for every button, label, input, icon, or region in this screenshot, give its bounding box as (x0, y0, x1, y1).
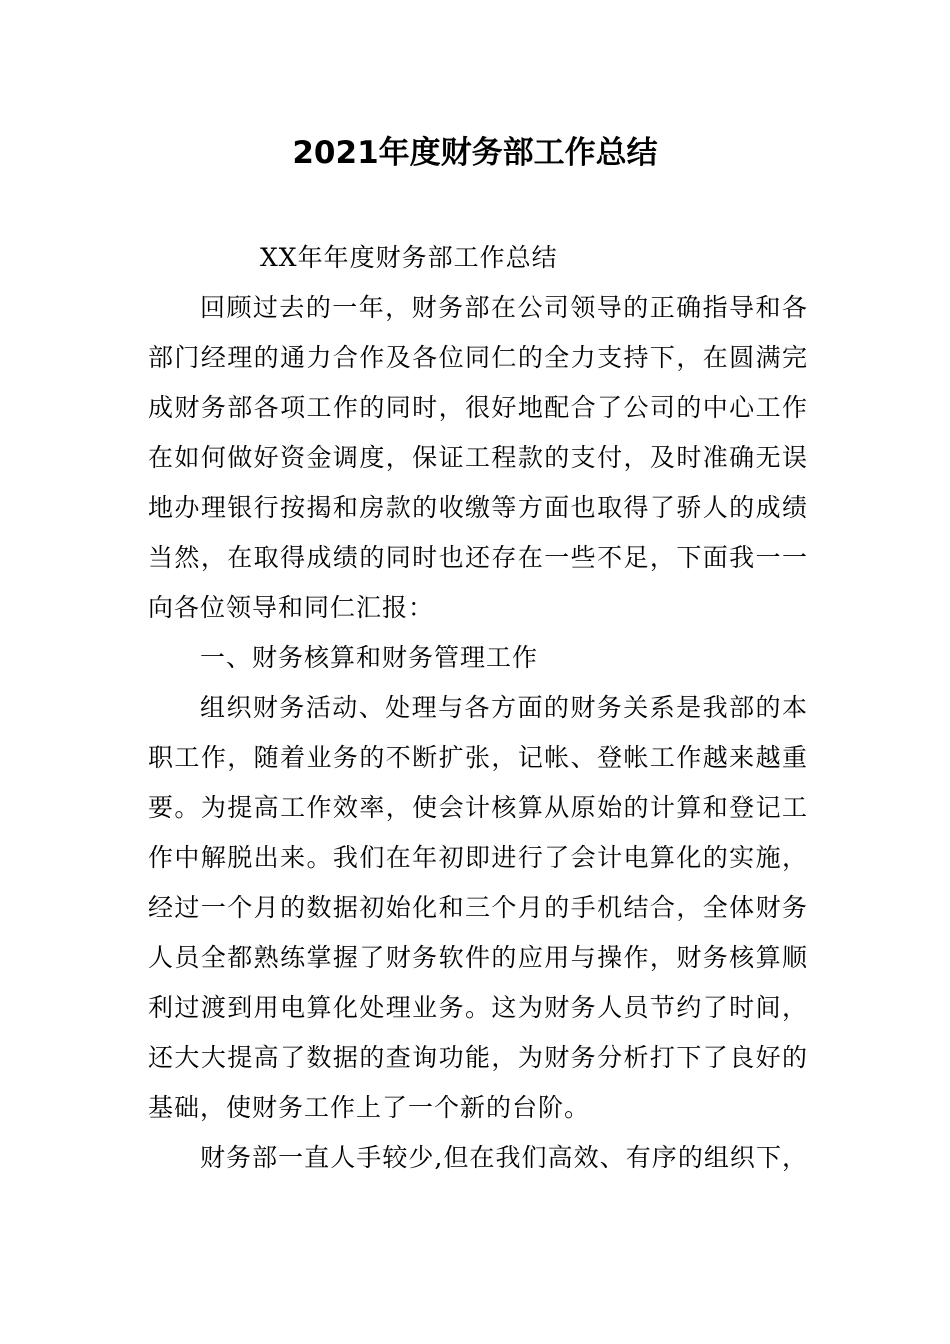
body-line: XX年年度财务部工作总结 (260, 243, 558, 272)
body-line: 当然，在取得成绩的同时也还存在一些不足，下面我一一 (148, 543, 808, 572)
body-line: 要。为提高工作效率，使会计核算从原始的计算和登记工 (148, 793, 808, 822)
body-line: 财务部一直人手较少,但在我们高效、有序的组织下， (200, 1143, 808, 1172)
body-line: 还大大提高了数据的查询功能，为财务分析打下了良好的 (148, 1043, 808, 1072)
body-line: 利过渡到用电算化处理业务。这为财务人员节约了时间， (148, 993, 808, 1022)
document-body (148, 233, 808, 1183)
body-line: 基础，使财务工作上了一个新的台阶。 (148, 1093, 591, 1122)
body-line: 人员全都熟练掌握了财务软件的应用与操作，财务核算顺 (148, 943, 808, 972)
body-line: 组织财务活动、处理与各方面的财务关系是我部的本 (200, 693, 808, 722)
body-line: 经过一个月的数据初始化和三个月的手机结合，全体财务 (148, 893, 808, 922)
body-line: 一、财务核算和财务管理工作 (200, 643, 539, 672)
body-line: 部门经理的通力合作及各位同仁的全力支持下，在圆满完 (148, 343, 808, 372)
document-title: 2021年度财务部工作总结 (292, 135, 658, 171)
body-line: 职工作，随着业务的不断扩张，记帐、登帐工作越来越重 (148, 743, 808, 772)
body-line: 在如何做好资金调度，保证工程款的支付，及时准确无误 (148, 443, 808, 472)
body-line: 成财务部各项工作的同时，很好地配合了公司的中心工作 (148, 393, 808, 422)
body-line: 地办理银行按揭和房款的收缴等方面也取得了骄人的成绩 (148, 493, 808, 522)
body-line: 作中解脱出来。我们在年初即进行了会计电算化的实施， (148, 843, 808, 872)
body-line: 回顾过去的一年，财务部在公司领导的正确指导和各 (200, 293, 808, 322)
body-line: 向各位领导和同仁汇报： (148, 593, 435, 622)
